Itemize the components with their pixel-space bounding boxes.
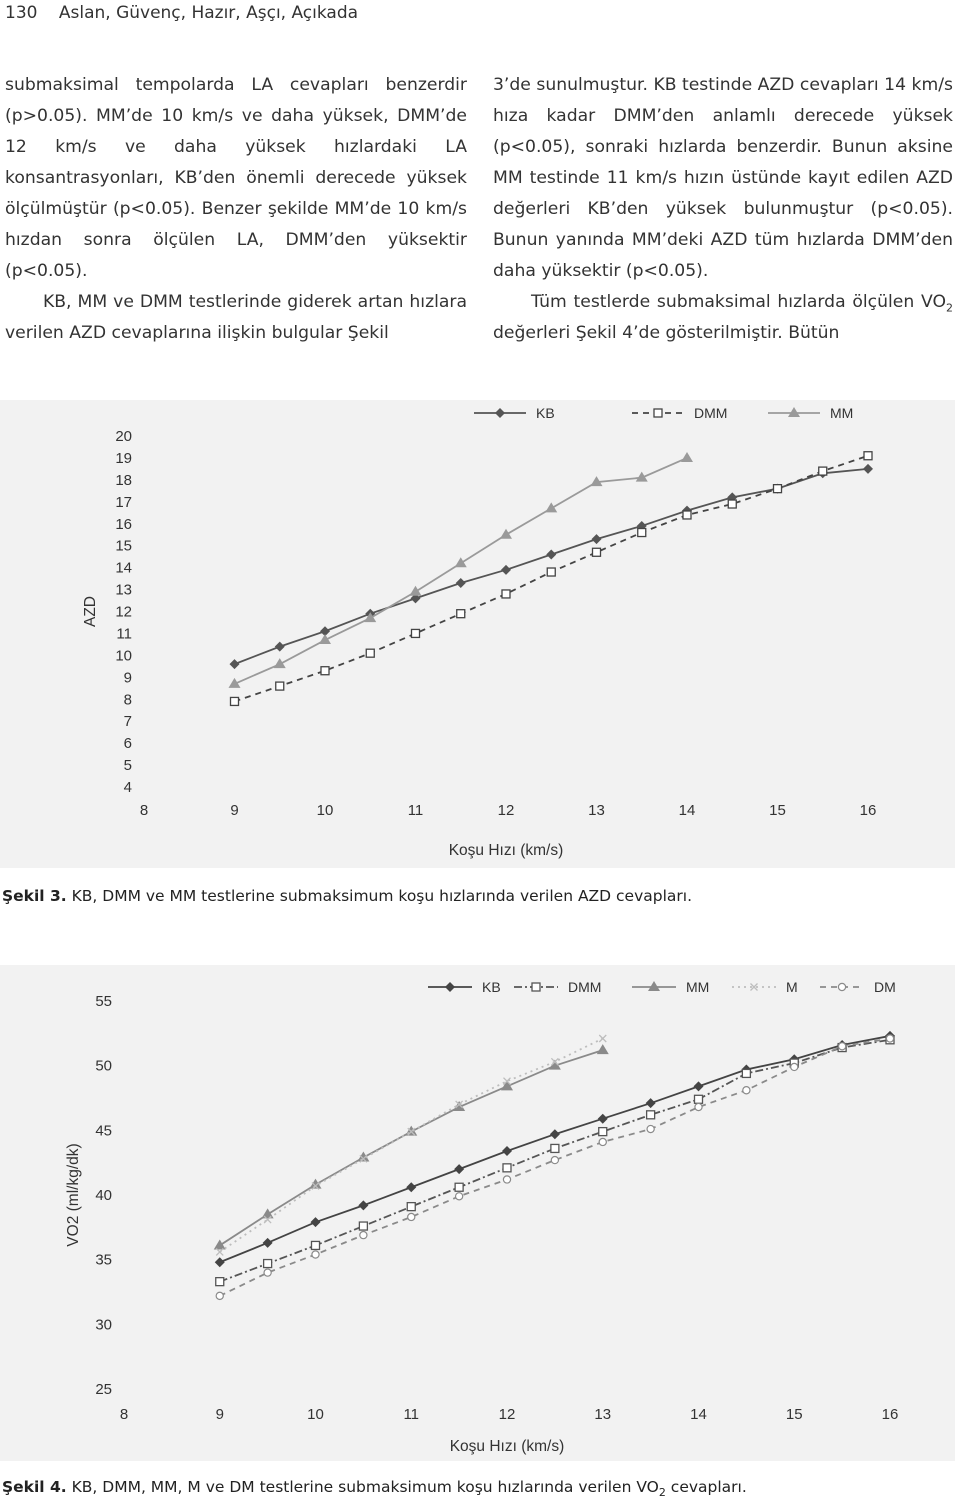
y-tick-label: 14: [115, 559, 132, 577]
legend-label: KB: [482, 979, 501, 995]
legend-item-m: [732, 979, 798, 995]
x-tick-label: 11: [407, 802, 424, 819]
y-tick-label: 35: [95, 1251, 112, 1269]
series-dmm: [231, 452, 873, 706]
data-point: [695, 1095, 703, 1103]
x-tick-label: 9: [215, 1406, 224, 1423]
data-point: [406, 1182, 416, 1192]
data-point: [456, 578, 466, 588]
x-tick-label: 12: [498, 1406, 516, 1423]
subscript: 2: [946, 301, 953, 315]
x-tick-label: 15: [769, 802, 786, 819]
y-tick-label: 12: [115, 603, 132, 621]
legend-marker: [838, 983, 845, 990]
data-point: [647, 1125, 654, 1132]
running-header: [5, 0, 374, 26]
caption-label: Şekil 3.: [2, 887, 67, 905]
text-column-right: [493, 70, 953, 349]
legend: [474, 405, 853, 421]
data-point: [412, 629, 420, 637]
data-point: [230, 659, 240, 669]
data-point: [321, 667, 329, 675]
data-point: [357, 1151, 369, 1161]
figure-4: [0, 965, 955, 1461]
data-point: [276, 682, 284, 690]
data-point: [638, 529, 646, 537]
data-point: [457, 610, 465, 618]
data-point: [864, 452, 872, 460]
x-tick-label: 8: [119, 1406, 129, 1423]
data-point: [502, 590, 510, 598]
data-point: [500, 529, 512, 539]
authors: Aslan, Güvenç, Hazır, Aşçı, Açıkada: [58, 3, 359, 23]
x-tick-label: 10: [316, 802, 334, 819]
data-point: [405, 1126, 417, 1136]
paragraph: submaksimal tempolarda LA cevapları benzerdir (p>0.05). MM’de 10 km/s ve daha yüksek, DMM’de 12 km/s ve daha yüksek hızlardaki LA konsantrasyonları, KB’den önemli derecede yüksek ölçülmüştür (p<0.05). Benzer şekilde MM’de 10 km/s hızdan sonra ölçülen LA, DMM’den yüksektir (p<0.05).: [5, 75, 467, 281]
data-point: [312, 1251, 319, 1258]
data-point: [503, 1176, 510, 1183]
legend-item-kb: [428, 979, 501, 995]
data-point: [886, 1035, 893, 1042]
data-point: [502, 1146, 512, 1156]
text-run: değerleri Şekil 4’de gösterilmiştir. Bütün: [493, 323, 840, 343]
data-point: [551, 1144, 559, 1152]
figure-4-caption: [2, 1478, 747, 1500]
data-point: [358, 1200, 368, 1210]
data-point: [410, 586, 422, 596]
y-tick-label: 20: [115, 428, 132, 445]
data-point: [216, 1292, 223, 1299]
data-point: [683, 511, 691, 519]
page-number: 130: [5, 3, 38, 23]
y-tick-label: 45: [95, 1122, 112, 1140]
data-point: [359, 1222, 367, 1230]
x-axis: [120, 1406, 899, 1423]
data-point: [311, 1217, 321, 1227]
legend-item-dmm: [514, 979, 601, 995]
paragraph: KB, MM ve DMM testlerinde giderek artan hızlara verilen AZD cevaplarına ilişkin bulgular Şekil: [5, 292, 467, 343]
y-tick-label: 16: [115, 515, 132, 533]
series-line: [235, 458, 688, 684]
legend-label: DMM: [694, 405, 728, 421]
data-point: [215, 1257, 225, 1267]
data-point: [839, 1043, 846, 1050]
data-point: [694, 1081, 704, 1091]
x-axis: [140, 802, 877, 819]
y-tick-label: 10: [115, 647, 132, 665]
azd-chart: [0, 400, 955, 868]
data-point: [599, 1128, 607, 1136]
data-point: [216, 1248, 223, 1255]
y-tick-label: 9: [123, 669, 132, 687]
x-tick-label: 11: [403, 1406, 420, 1423]
x-tick-label: 13: [594, 1406, 612, 1423]
y-tick-label: 18: [115, 471, 132, 489]
data-point: [274, 658, 286, 668]
data-point: [231, 697, 239, 705]
x-axis-title: Koşu Hızı (km/s): [449, 1438, 565, 1455]
text-column-left: [5, 70, 467, 349]
series-line: [220, 1039, 890, 1296]
x-tick-label: 14: [690, 1406, 707, 1423]
caption-text: KB, DMM ve MM testlerine submaksimum koşu hızlarında verilen AZD cevapları.: [66, 887, 693, 905]
series-mm: [229, 452, 694, 688]
series-line: [235, 469, 869, 664]
y-tick-label: 30: [95, 1316, 112, 1334]
legend-marker: [445, 982, 455, 992]
data-point: [743, 1087, 750, 1094]
y-tick-label: 6: [123, 735, 132, 753]
legend-item-kb: [474, 405, 555, 421]
data-point: [593, 548, 601, 556]
y-tick-label: 25: [95, 1381, 112, 1398]
data-point: [456, 1193, 463, 1200]
vo2-chart: [0, 965, 955, 1461]
legend-marker: [654, 409, 662, 417]
legend-label: M: [786, 979, 798, 995]
y-tick-label: 5: [123, 757, 132, 775]
data-point: [312, 1241, 320, 1249]
legend-label: MM: [686, 979, 710, 995]
legend-label: DMM: [568, 979, 602, 995]
data-point: [545, 502, 557, 512]
data-point: [501, 565, 511, 575]
data-point: [597, 1044, 609, 1054]
paragraph: 3’de sunulmuştur. KB testinde AZD cevapları 14 km/s hıza kadar DMM’den anlamlı derecede yüksek (p<0.05), sonraki hızlarda benzerdir. Bunun aksine MM testinde 11 km/s hızın üstünde kayıt edilen AZD değerleri KB’den yüksek bulunmuştur (p<0.05). Bunun yanında MM’deki AZD tüm hızlarda DMM’den daha yüksektir (p<0.05).: [493, 75, 953, 281]
y-tick-label: 50: [95, 1057, 112, 1075]
data-point: [550, 1129, 560, 1139]
x-tick-label: 8: [139, 802, 149, 819]
data-point: [647, 1111, 655, 1119]
y-tick-label: 13: [115, 581, 132, 599]
data-point: [366, 649, 374, 657]
y-axis: [95, 993, 112, 1398]
y-tick-label: 11: [116, 625, 132, 643]
legend-marker: [788, 407, 800, 417]
x-tick-label: 16: [881, 1406, 899, 1423]
data-point: [598, 1114, 608, 1124]
data-point: [592, 534, 602, 544]
data-point: [455, 557, 467, 567]
data-point: [681, 452, 693, 462]
x-tick-label: 9: [230, 802, 239, 819]
data-point: [819, 467, 827, 475]
data-point: [262, 1208, 274, 1218]
legend-label: MM: [830, 405, 854, 421]
x-tick-label: 16: [859, 802, 877, 819]
legend-item-dm: [820, 979, 896, 995]
y-tick-label: 17: [115, 493, 132, 511]
figure-3: [0, 400, 955, 868]
y-tick-label: 40: [95, 1187, 112, 1204]
y-tick-label: 55: [95, 993, 112, 1010]
data-point: [454, 1164, 464, 1174]
data-point: [503, 1164, 511, 1172]
legend-item-mm: [632, 979, 709, 995]
figure-3-caption: [2, 887, 692, 905]
x-axis-title: Koşu Hızı (km/s): [448, 842, 564, 859]
caption-text: cevapları.: [665, 1478, 747, 1496]
caption-text: KB, DMM, MM, M ve DM testlerine submaksimum koşu hızlarında verilen VO: [66, 1478, 659, 1496]
data-point: [360, 1231, 367, 1238]
y-axis-title: AZD: [82, 596, 99, 627]
caption-label: Şekil 4.: [2, 1478, 67, 1496]
y-axis: [115, 428, 132, 796]
data-point: [408, 1213, 415, 1220]
legend-item-mm: [768, 405, 853, 421]
data-point: [695, 1103, 702, 1110]
y-tick-label: 7: [123, 713, 132, 731]
legend-marker: [532, 983, 540, 991]
y-tick-label: 4: [123, 779, 132, 796]
data-point: [599, 1035, 606, 1042]
x-tick-label: 13: [588, 802, 605, 819]
paragraph: [493, 287, 953, 349]
y-tick-label: 15: [115, 537, 132, 555]
data-point: [791, 1063, 798, 1070]
data-point: [407, 1203, 415, 1211]
data-point: [551, 1156, 558, 1163]
x-tick-label: 12: [497, 802, 515, 819]
data-point: [216, 1278, 224, 1286]
legend-label: DM: [874, 979, 896, 995]
legend-item-dmm: [632, 405, 727, 421]
legend-marker: [648, 981, 660, 991]
legend: [428, 979, 896, 995]
legend-label: KB: [536, 405, 555, 421]
data-point: [547, 568, 555, 576]
data-point: [863, 464, 873, 474]
legend-marker: [495, 408, 505, 418]
data-point: [599, 1138, 606, 1145]
data-point: [546, 549, 556, 559]
data-point: [774, 485, 782, 493]
data-point: [319, 634, 331, 644]
y-tick-label: 8: [123, 691, 132, 709]
data-point: [646, 1098, 656, 1108]
data-point: [455, 1183, 463, 1191]
data-point: [263, 1238, 273, 1248]
data-point: [264, 1269, 271, 1276]
data-point: [728, 500, 736, 508]
series-dm: [216, 1035, 893, 1300]
x-tick-label: 15: [785, 1406, 803, 1423]
y-tick-label: 19: [115, 449, 132, 467]
data-point: [264, 1260, 272, 1268]
subscript: 2: [658, 1486, 666, 1500]
text-run: Tüm testlerde submaksimal hızlarda ölçülen VO: [531, 292, 946, 312]
y-axis-title: VO2 (ml/kg/dk): [65, 1143, 82, 1247]
x-tick-label: 14: [678, 802, 696, 819]
data-point: [214, 1239, 226, 1249]
x-tick-label: 10: [307, 1406, 324, 1423]
data-point: [275, 642, 285, 652]
data-point: [742, 1069, 750, 1077]
